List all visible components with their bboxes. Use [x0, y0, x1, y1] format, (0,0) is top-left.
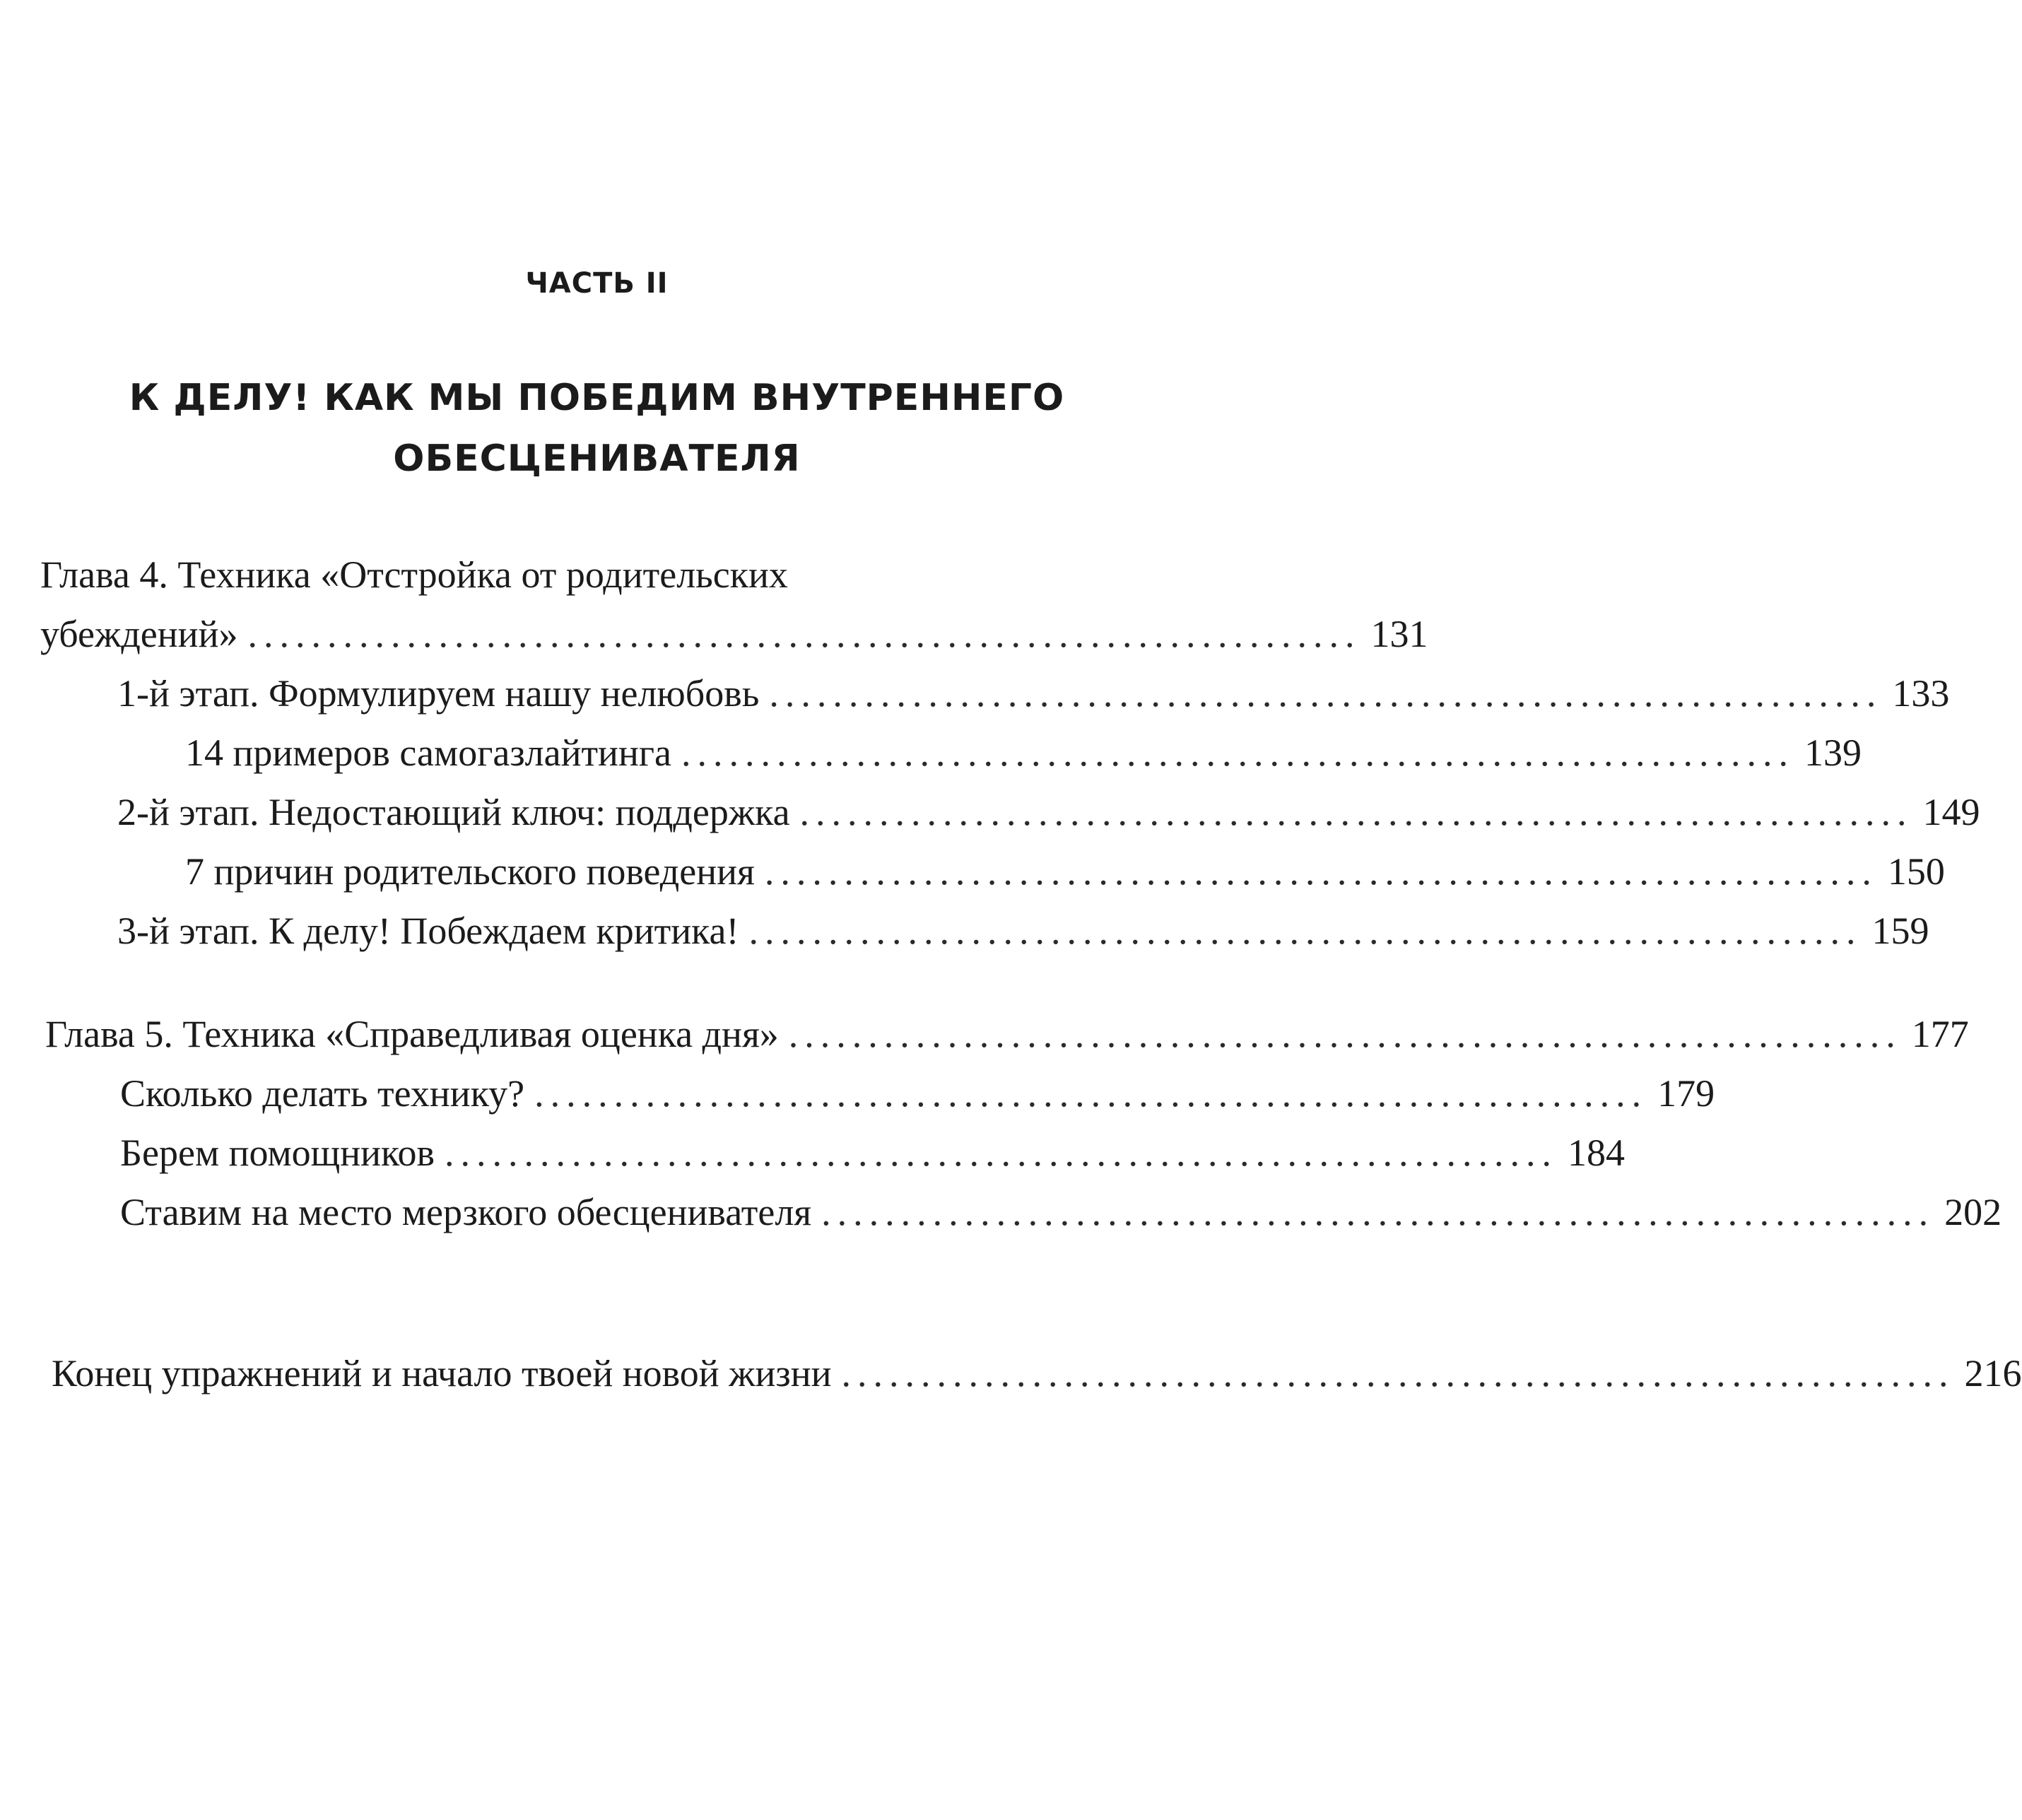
toc-final-entry[interactable]: [52, 1351, 2022, 1395]
dot-leader: ......................................................................: [788, 1013, 1902, 1055]
dot-leader: ......................................................................: [445, 1132, 1558, 1174]
part-label: ЧАСТЬ II: [525, 267, 669, 300]
toc-entry-label: Берем помощников: [120, 1132, 435, 1174]
dot-leader: ......................................................................: [764, 850, 1878, 893]
dot-leader: ......................................................................: [681, 732, 1794, 774]
toc-page-number: 131: [1370, 613, 1428, 655]
toc-chapter-5[interactable]: [45, 1012, 1969, 1056]
toc-page-number: 179: [1657, 1072, 1715, 1115]
dot-leader: ......................................................................: [769, 672, 1883, 715]
toc-entry[interactable]: [185, 850, 1945, 893]
toc-entry-label: Глава 5. Техника «Справедливая оценка дня»: [45, 1013, 779, 1055]
toc-page-number: 149: [1922, 791, 1980, 833]
toc-page-number: 216: [1964, 1352, 2022, 1395]
toc-page-number: 133: [1892, 672, 1950, 715]
toc-chapter-4[interactable]: [40, 612, 1428, 656]
toc-entry[interactable]: [185, 731, 1862, 775]
toc-entry[interactable]: [120, 1190, 2002, 1234]
toc-entry[interactable]: [120, 1131, 1626, 1175]
toc-entry-label: Ставим на место мерзкого обесценивателя: [120, 1191, 812, 1233]
toc-entry-label: Конец упражнений и начало твоей новой жизни: [52, 1352, 832, 1395]
toc-page-number: 184: [1568, 1132, 1626, 1174]
toc-entry[interactable]: [120, 1072, 1715, 1115]
toc-page-number: 139: [1804, 732, 1862, 774]
toc-entry[interactable]: [117, 909, 1929, 953]
toc-page-number: 202: [1944, 1191, 2002, 1233]
toc-page-number: 150: [1887, 850, 1945, 893]
dot-leader: ......................................................................: [799, 791, 1913, 833]
toc-page-number: 159: [1871, 910, 1929, 952]
toc-entry-label: Сколько делать технику?: [120, 1072, 525, 1115]
toc-entry[interactable]: [117, 671, 1950, 715]
toc-entry-label: убеждений»: [40, 613, 238, 655]
dot-leader: ......................................................................: [821, 1191, 1935, 1233]
toc-entry-label: 1-й этап. Формулируем нашу нелюбовь: [117, 672, 760, 715]
part-title: К ДЕЛУ! КАК МЫ ПОБЕДИМ ВНУТРЕННЕГО ОБЕСЦЕНИВАТЕЛЯ: [129, 377, 1065, 480]
dot-leader: ......................................................................: [841, 1352, 1955, 1395]
toc-chapter-4-title-line1[interactable]: Глава 4. Техника «Отстройка от родительских: [40, 553, 788, 596]
toc-entry-label: 7 причин родительского поведения: [185, 850, 755, 893]
toc-entry[interactable]: [117, 790, 1980, 834]
toc-entry-label: 3-й этап. К делу! Побеждаем критика!: [117, 910, 739, 952]
dot-leader: ......................................................................: [534, 1072, 1648, 1115]
toc-entry-label: 14 примеров самогазлайтинга: [185, 732, 671, 774]
toc-entry-label: 2-й этап. Недостающий ключ: поддержка: [117, 791, 790, 833]
toc-page-number: 177: [1911, 1013, 1969, 1055]
dot-leader: ......................................................................: [748, 910, 1862, 952]
dot-leader: ......................................................................: [247, 613, 1361, 655]
